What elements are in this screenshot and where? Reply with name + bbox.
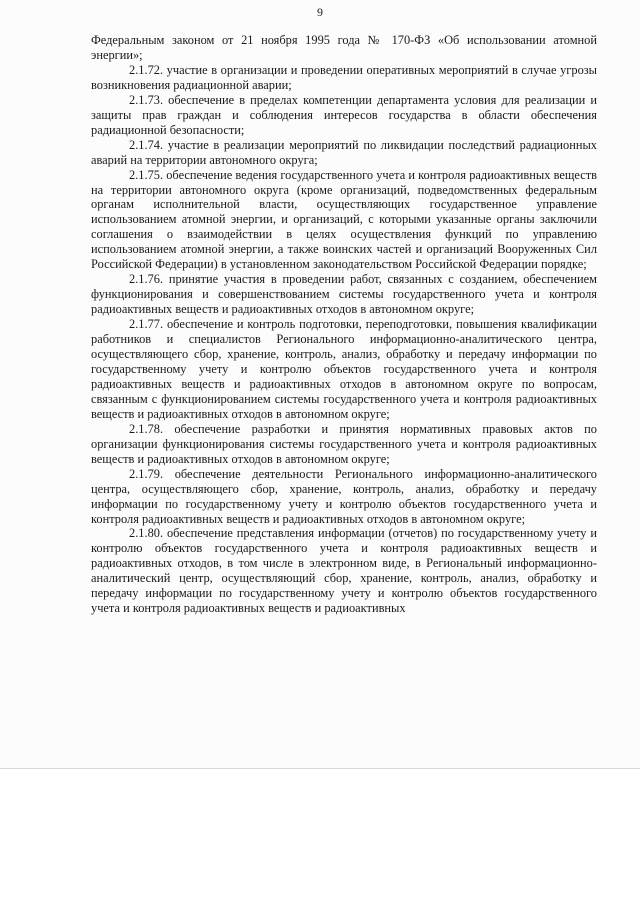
paragraph-2-1-75: 2.1.75. обеспечение ведения государственного учета и контроля радиоактивных веществ на территории автономного округа (кроме организаций, подведомственных федеральным органам исполнительной власти, осуществляющих государственное управление использованием атомной энергии, и организаций, с которыми указанные органы заключили соглашения о взаимодействии в целях осуществления функций по управлению использованием атомной энергии, а также воинских частей и организаций Вооруженных Сил Российской Федерации) в установленном законодательством Российской Федерации порядке; [91,167,597,272]
page-number: 9 [317,5,323,19]
paragraph-continuation: Федеральным законом от 21 ноября 1995 года № 170-ФЗ «Об использовании атомной энергии»; [91,33,597,62]
paragraph-2-1-79: 2.1.79. обеспечение деятельности Регионального информационно-аналитического центра, осуществляющего сбор, хранение, контроль, анализ, обработку и передачу информации по государственному учету и контролю объектов государственного учета и контроля радиоактивных веществ и радиоактивных отходов в автономном округе; [91,466,597,526]
paragraph-2-1-78: 2.1.78. обеспечение разработки и принятия нормативных правовых актов по организации функционирования системы государственного учета и контроля радиоактивных веществ и радиоактивных отходов в автономном округе; [91,421,597,466]
paragraph-2-1-77: 2.1.77. обеспечение и контроль подготовки, переподготовки, повышения квалификации работников и специалистов Регионального информационно-аналитического центра, осуществляющего сбор, хранение, контроль, анализ, обработку и передачу информации по государственному учету и контролю объектов государственного учета и контроля радиоактивных веществ и радиоактивных отходов в автономном округе по вопросам, связанным с функционированием системы государственного учета и контроля радиоактивных веществ и радиоактивных отходов в автономном округе; [91,317,597,421]
paragraph-2-1-73: 2.1.73. обеспечение в пределах компетенции департамента условия для реализации и защиты прав граждан и соблюдения интересов государства в области обеспечения радиационной безопасности; [91,92,597,137]
paragraph-2-1-72: 2.1.72. участие в организации и проведении оперативных мероприятий в случае угрозы возникновения радиационной аварии; [91,62,597,92]
paragraph-2-1-76: 2.1.76. принятие участия в проведении работ, связанных с созданием, обеспечением функционирования и совершенствованием системы государственного учета и контроля радиоактивных веществ и радиоактивных отходов в автономном округе; [91,272,597,317]
document-body [91,33,597,616]
paragraph-2-1-80: 2.1.80. обеспечение представления информации (отчетов) по государственному учету и контролю объектов государственного учета и контроля радиоактивных веществ и радиоактивных отходов, в том числе в электронном виде, в Региональный информационно-аналитический центр, осуществляющий сбор, хранение, контроль, анализ, обработку и передачу информации по государственному учету и контролю объектов государственного учета и контроля радиоактивных веществ и радиоактивных [91,526,597,616]
paragraph-2-1-74: 2.1.74. участие в реализации мероприятий по ликвидации последствий радиационных аварий на территории автономного округа; [91,137,597,167]
